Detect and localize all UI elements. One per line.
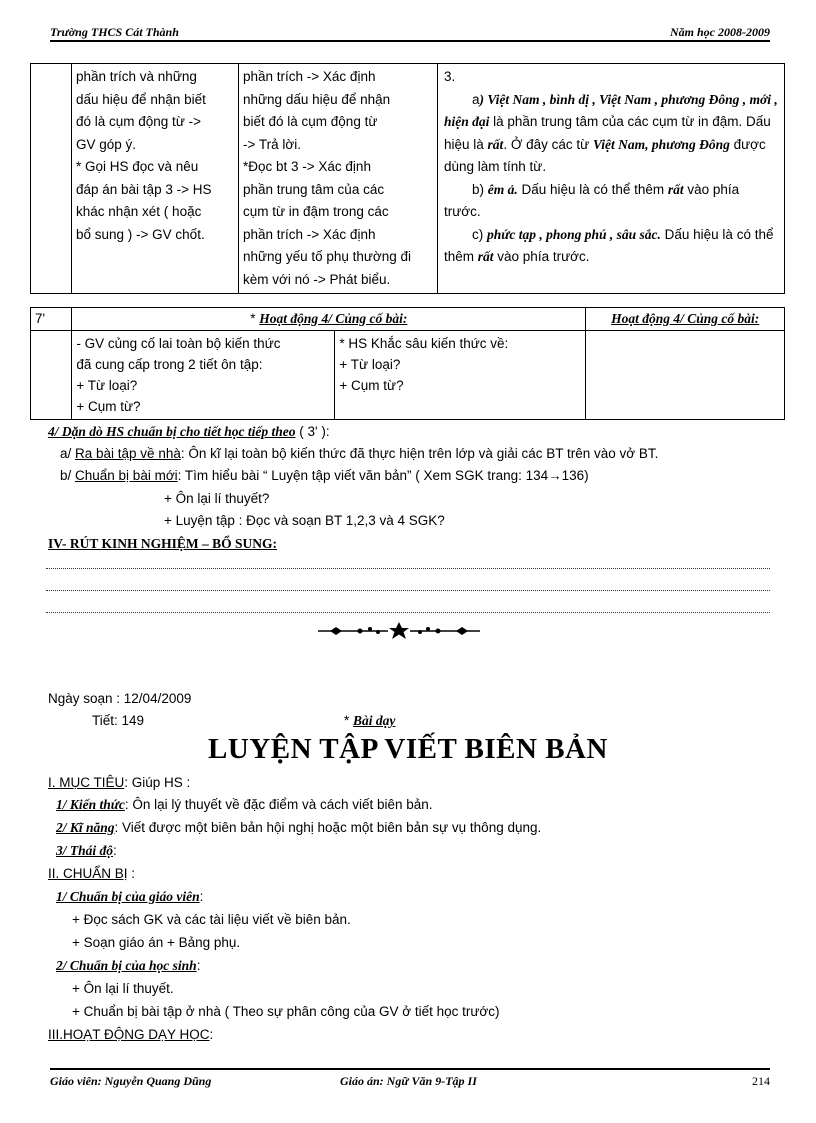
cell-line: bổ sung ) -> GV chốt. bbox=[76, 226, 205, 242]
cell-line: phần trích -> Xác định bbox=[243, 226, 376, 242]
cell-line: đáp án bài tập 3 -> HS bbox=[76, 181, 212, 197]
content-cell bbox=[438, 64, 785, 294]
homework-item-1: + Ôn lại lí thuyết? bbox=[164, 491, 270, 506]
school-year: Năm học 2008-2009 bbox=[670, 25, 770, 39]
answer-a: a) Việt Nam , bình dị , Việt Nam , phương Đông , mới , hiện đại là phần trung tâm của các cụm từ in đậm. Dấu hiệu là rất. Ở đây các từ Việt Nam, phương Đông được dùng làm tính từ. bbox=[444, 91, 778, 174]
cell-line: những yếu tố phụ thường đi bbox=[243, 249, 412, 264]
dotted-line bbox=[46, 590, 770, 591]
empty-time-cell bbox=[31, 331, 72, 420]
activity-heading-cell: * Hoạt động 4/ Củng cố bài: bbox=[72, 308, 586, 331]
cell-line: đã cung cấp trong 2 tiết ôn tập: bbox=[76, 357, 263, 372]
dotted-line bbox=[46, 612, 770, 613]
cell-line: đó là cụm động từ -> bbox=[76, 114, 201, 129]
teacher-prep-heading: 1/ Chuẩn bị của giáo viên: bbox=[56, 889, 204, 904]
school-name: Trường THCS Cát Thành bbox=[50, 25, 179, 39]
teacher-activity-cell bbox=[72, 64, 239, 294]
page-header bbox=[50, 22, 770, 42]
time-cell bbox=[31, 64, 72, 294]
activity-table-continued bbox=[30, 63, 785, 294]
period-number: Tiết: 149 bbox=[92, 713, 145, 728]
cell-line: - GV củng cố lai toàn bộ kiến thức bbox=[76, 336, 281, 351]
prep-date: Ngày soạn : 12/04/2009 bbox=[48, 691, 192, 706]
lesson-label: * Bài dạy bbox=[344, 713, 396, 728]
homework-item-2: + Luyện tập : Đọc và soạn BT 1,2,3 và 4 SGK? bbox=[164, 513, 445, 528]
objective-skills: 2/ Kĩ năng: Viết được một biên bản hội nghị hoặc một biên bản sự vụ thông dụng. bbox=[56, 820, 542, 835]
review-heading: IV- RÚT KINH NGHIỆM – BỔ SUNG: bbox=[48, 536, 278, 551]
objective-attitude: 3/ Thái độ: bbox=[56, 843, 117, 858]
page-number: 214 bbox=[752, 1074, 770, 1088]
objective-knowledge: 1/ Kiến thức: Ôn lại lý thuyết về đặc điểm và cách viết biên bản. bbox=[56, 797, 433, 812]
cell-line: dấu hiệu để nhận biết bbox=[76, 91, 206, 107]
cell-line: phần trung tâm của các bbox=[243, 181, 385, 197]
teacher-consolidation-cell bbox=[72, 331, 335, 420]
prep-heading: II. CHUẨN BỊ : bbox=[48, 866, 136, 881]
exercise-number: 3. bbox=[444, 69, 456, 84]
consolidation-table bbox=[30, 307, 785, 420]
cell-line: -> Trả lời. bbox=[243, 136, 301, 152]
dotted-line bbox=[46, 568, 770, 569]
homework-b: b/ Chuẩn bị bài mới: Tìm hiểu bài “ Luyện tập viết văn bản” ( Xem SGK trang: 134→136) bbox=[60, 468, 589, 483]
student-consolidation-cell bbox=[335, 331, 586, 420]
empty-content-cell bbox=[586, 331, 785, 420]
cell-line: kèm với nó -> Phát biểu. bbox=[243, 271, 391, 287]
cell-line: khác nhận xét ( hoặc bbox=[76, 204, 202, 219]
student-prep-heading: 2/ Chuẩn bị của học sinh: bbox=[56, 958, 201, 973]
cell-line: + Từ loại? bbox=[339, 357, 401, 372]
time-cell: 7' bbox=[31, 308, 72, 331]
cell-line: + Từ loại? bbox=[76, 378, 138, 393]
lesson-title: LUYỆN TẬP VIẾT BIÊN BẢN bbox=[208, 733, 608, 765]
answer-c: c) phức tạp , phong phú , sâu sắc. Dấu hiệu là có thể thêm rất vào phía trước. bbox=[444, 226, 774, 264]
cell-line: *Đọc bt 3 -> Xác định bbox=[243, 159, 371, 174]
ornament-divider-icon bbox=[316, 620, 482, 642]
cell-line: cụm từ in đậm trong các bbox=[243, 204, 389, 219]
teacher-prep-item: + Đọc sách GK và các tài liệu viết về biên bản. bbox=[72, 912, 351, 927]
page-footer bbox=[50, 1068, 770, 1088]
cell-line: * HS Khắc sâu kiến thức về: bbox=[339, 336, 509, 351]
answer-b: b) êm ả. Dấu hiệu là có thể thêm rất vào phía trước. bbox=[444, 181, 740, 219]
cell-line: + Cụm từ? bbox=[339, 378, 404, 393]
cell-line: biết đó là cụm động từ bbox=[243, 114, 378, 129]
student-prep-item: + Ôn lại lí thuyết. bbox=[72, 981, 174, 996]
objectives-heading: I. MỤC TIÊU: Giúp HS : bbox=[48, 775, 191, 790]
cell-line: GV góp ý. bbox=[76, 136, 137, 152]
homework-a: a/ Ra bài tập về nhà: Ôn kĩ lại toàn bộ kiến thức đã thực hiện trên lớp và giải các BT trên vào vở BT. bbox=[60, 446, 659, 461]
cell-line: phần trích -> Xác định bbox=[243, 69, 376, 84]
student-prep-item: + Chuẩn bị bài tập ở nhà ( Theo sự phân công của GV ở tiết học trước) bbox=[72, 1004, 500, 1019]
arrow-right-icon: → bbox=[548, 468, 562, 483]
teacher-name: Giáo viên: Nguyễn Quang Dũng bbox=[50, 1074, 212, 1088]
teacher-prep-item: + Soạn giáo án + Bảng phụ. bbox=[72, 935, 241, 950]
cell-line: * Gọi HS đọc và nêu bbox=[76, 159, 199, 174]
content-heading-cell: Hoạt động 4/ Củng cố bài: bbox=[586, 308, 785, 331]
activities-heading: III.HOẠT ĐỘNG DẠY HỌC: bbox=[48, 1027, 214, 1042]
homework-heading: 4/ Dặn dò HS chuẩn bị cho tiết học tiếp theo ( 3' ): bbox=[48, 424, 330, 439]
cell-line: + Cụm từ? bbox=[76, 399, 141, 414]
course-name: Giáo án: Ngữ Văn 9-Tập II bbox=[340, 1074, 477, 1088]
cell-line: những dấu hiệu để nhận bbox=[243, 91, 391, 107]
cell-line: phần trích và những bbox=[76, 69, 197, 84]
student-activity-cell bbox=[239, 64, 438, 294]
